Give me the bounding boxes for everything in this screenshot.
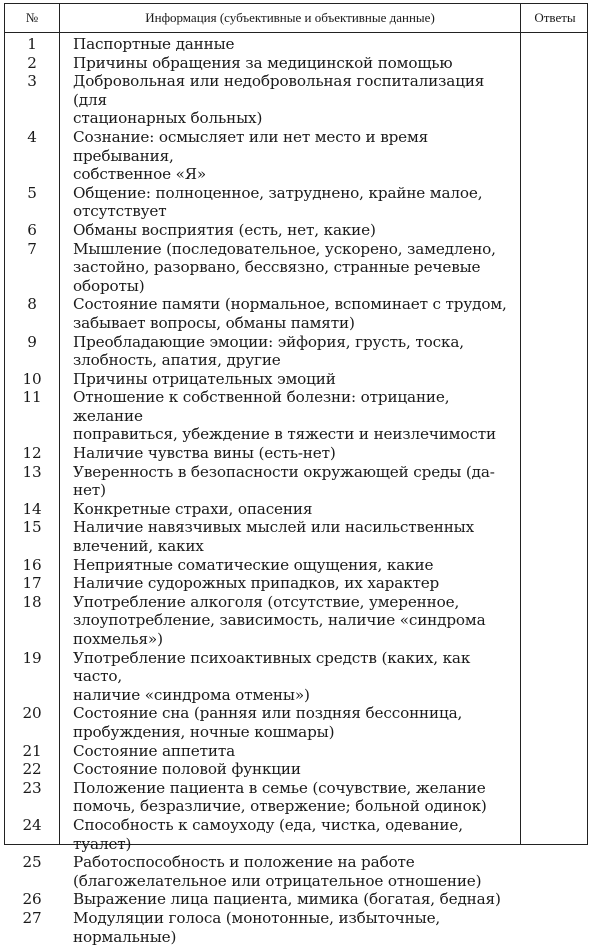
row-number: 11 bbox=[5, 388, 59, 444]
row-text-line: Употребление алкоголя (отсутствие, умеренное, bbox=[73, 593, 518, 612]
row-answer-cell[interactable] bbox=[518, 556, 587, 575]
row-answer-cell[interactable] bbox=[518, 128, 587, 184]
row-number: 27 bbox=[5, 909, 59, 946]
table-row bbox=[5, 704, 587, 741]
row-text-line: злоупотребление, зависимость, наличие «синдрома bbox=[73, 611, 518, 630]
row-number: 21 bbox=[5, 742, 59, 761]
row-number: 13 bbox=[5, 463, 59, 500]
row-text bbox=[59, 518, 518, 555]
row-text-line: Конкретные страхи, опасения bbox=[73, 500, 518, 519]
row-number: 4 bbox=[5, 128, 59, 184]
row-text-line: помочь, безразличие, отвержение; больной одинок) bbox=[73, 797, 518, 816]
row-number: 25 bbox=[5, 853, 59, 890]
row-text bbox=[59, 500, 518, 519]
header-number: № bbox=[5, 10, 59, 26]
row-answer-cell[interactable] bbox=[518, 760, 587, 779]
table-row bbox=[5, 556, 587, 575]
row-text-line: обороты) bbox=[73, 277, 518, 296]
table-row bbox=[5, 909, 587, 946]
row-answer-cell[interactable] bbox=[518, 240, 587, 296]
row-text bbox=[59, 909, 518, 946]
row-text-line: Общение: полноценное, затруднено, крайне малое, bbox=[73, 184, 518, 203]
row-text bbox=[59, 333, 518, 370]
row-text bbox=[59, 54, 518, 73]
row-text-line: пробуждения, ночные кошмары) bbox=[73, 723, 518, 742]
row-text-line: Преобладающие эмоции: эйфория, грусть, тоска, bbox=[73, 333, 518, 352]
row-text-line: стационарных больных) bbox=[73, 109, 518, 128]
row-text bbox=[59, 853, 518, 890]
row-number: 15 bbox=[5, 518, 59, 555]
row-number: 1 bbox=[5, 35, 59, 54]
table-row bbox=[5, 760, 587, 779]
row-text-line: наличие «синдрома отмены») bbox=[73, 686, 518, 705]
row-text-line: застойно, разорвано, бессвязно, странные речевые bbox=[73, 258, 518, 277]
row-answer-cell[interactable] bbox=[518, 388, 587, 444]
row-text-line: Состояние сна (ранняя или поздняя бессонница, bbox=[73, 704, 518, 723]
row-answer-cell[interactable] bbox=[518, 184, 587, 221]
row-number: 24 bbox=[5, 816, 59, 853]
table-row bbox=[5, 500, 587, 519]
row-text bbox=[59, 760, 518, 779]
table-row bbox=[5, 240, 587, 296]
header-answers: Ответы bbox=[521, 10, 589, 26]
row-number: 14 bbox=[5, 500, 59, 519]
row-text-line: Паспортные данные bbox=[73, 35, 518, 54]
row-text-line: отсутствует bbox=[73, 202, 518, 221]
row-text-line: Модуляции голоса (монотонные, избыточные, bbox=[73, 909, 518, 928]
header-information: Информация (субъективные и объективные данные) bbox=[60, 10, 520, 26]
row-number: 22 bbox=[5, 760, 59, 779]
row-text bbox=[59, 128, 518, 184]
row-text-line: Причины обращения за медицинской помощью bbox=[73, 54, 518, 73]
assessment-table bbox=[4, 3, 588, 845]
row-answer-cell[interactable] bbox=[518, 295, 587, 332]
row-answer-cell[interactable] bbox=[518, 574, 587, 593]
row-text-line: Обманы восприятия (есть, нет, какие) bbox=[73, 221, 518, 240]
row-text-line: Мышление (последовательное, ускорено, замедлено, bbox=[73, 240, 518, 259]
row-answer-cell[interactable] bbox=[518, 853, 587, 890]
row-text bbox=[59, 742, 518, 761]
table-row bbox=[5, 574, 587, 593]
row-text-line: Положение пациента в семье (сочувствие, желание bbox=[73, 779, 518, 798]
row-text-line: забывает вопросы, обманы памяти) bbox=[73, 314, 518, 333]
row-number: 6 bbox=[5, 221, 59, 240]
row-number: 16 bbox=[5, 556, 59, 575]
row-text-line: Отношение к собственной болезни: отрицание, желание bbox=[73, 388, 518, 425]
row-text-line: поправиться, убеждение в тяжести и неизлечимости bbox=[73, 425, 518, 444]
row-text-line: Неприятные соматические ощущения, какие bbox=[73, 556, 518, 575]
table-row bbox=[5, 333, 587, 370]
table-row bbox=[5, 370, 587, 389]
row-text bbox=[59, 463, 518, 500]
row-text-line: Состояние половой функции bbox=[73, 760, 518, 779]
row-text-line: (благожелательное или отрицательное отношение) bbox=[73, 872, 518, 891]
row-answer-cell[interactable] bbox=[518, 463, 587, 500]
row-answer-cell[interactable] bbox=[518, 890, 587, 909]
row-text-line: Состояние аппетита bbox=[73, 742, 518, 761]
row-text bbox=[59, 444, 518, 463]
row-number: 7 bbox=[5, 240, 59, 296]
row-text bbox=[59, 704, 518, 741]
row-number: 9 bbox=[5, 333, 59, 370]
row-answer-cell[interactable] bbox=[518, 909, 587, 946]
table-row bbox=[5, 444, 587, 463]
table-row bbox=[5, 518, 587, 555]
row-number: 3 bbox=[5, 72, 59, 128]
table-row bbox=[5, 742, 587, 761]
row-text bbox=[59, 593, 518, 649]
row-text-line: Наличие навязчивых мыслей или насильственных bbox=[73, 518, 518, 537]
row-text-line: Способность к самоуходу (еда, чистка, одевание, туалет) bbox=[73, 816, 518, 853]
table-row bbox=[5, 54, 587, 73]
table-body bbox=[5, 35, 587, 946]
row-answer-cell[interactable] bbox=[518, 54, 587, 73]
table-row bbox=[5, 593, 587, 649]
row-text-line: Работоспособность и положение на работе bbox=[73, 853, 518, 872]
row-answer-cell[interactable] bbox=[518, 444, 587, 463]
row-text bbox=[59, 240, 518, 296]
row-answer-cell[interactable] bbox=[518, 742, 587, 761]
row-answer-cell[interactable] bbox=[518, 704, 587, 741]
row-text-line: Уверенность в безопасности окружающей среды (да-нет) bbox=[73, 463, 518, 500]
table-header bbox=[5, 4, 587, 33]
row-answer-cell[interactable] bbox=[518, 221, 587, 240]
row-answer-cell[interactable] bbox=[518, 72, 587, 128]
table-row bbox=[5, 649, 587, 705]
row-answer-cell[interactable] bbox=[518, 370, 587, 389]
row-text-line: влечений, каких bbox=[73, 537, 518, 556]
row-text bbox=[59, 649, 518, 705]
row-answer-cell[interactable] bbox=[518, 779, 587, 816]
row-text-line: Наличие судорожных припадков, их характер bbox=[73, 574, 518, 593]
table-row bbox=[5, 779, 587, 816]
row-text-line: Наличие чувства вины (есть-нет) bbox=[73, 444, 518, 463]
row-text-line: похмелья») bbox=[73, 630, 518, 649]
row-number: 23 bbox=[5, 779, 59, 816]
row-text-line: Выражение лица пациента, мимика (богатая, бедная) bbox=[73, 890, 518, 909]
row-text bbox=[59, 890, 518, 909]
row-text bbox=[59, 35, 518, 54]
row-number: 19 bbox=[5, 649, 59, 705]
table-row bbox=[5, 388, 587, 444]
table-row bbox=[5, 890, 587, 909]
row-number: 2 bbox=[5, 54, 59, 73]
row-number: 8 bbox=[5, 295, 59, 332]
row-number: 17 bbox=[5, 574, 59, 593]
table-row bbox=[5, 295, 587, 332]
row-number: 26 bbox=[5, 890, 59, 909]
table-row bbox=[5, 72, 587, 128]
row-answer-cell[interactable] bbox=[518, 35, 587, 54]
row-answer-cell[interactable] bbox=[518, 649, 587, 705]
row-number: 10 bbox=[5, 370, 59, 389]
table-row bbox=[5, 463, 587, 500]
row-text-line: собственное «Я» bbox=[73, 165, 518, 184]
row-text bbox=[59, 574, 518, 593]
row-answer-cell[interactable] bbox=[518, 500, 587, 519]
row-text bbox=[59, 556, 518, 575]
row-number: 12 bbox=[5, 444, 59, 463]
table-row bbox=[5, 128, 587, 184]
row-text-line: Добровольная или недобровольная госпитализация (для bbox=[73, 72, 518, 109]
row-text bbox=[59, 388, 518, 444]
row-text bbox=[59, 184, 518, 221]
row-text bbox=[59, 295, 518, 332]
row-number: 18 bbox=[5, 593, 59, 649]
row-text bbox=[59, 779, 518, 816]
row-text bbox=[59, 72, 518, 128]
table-row bbox=[5, 853, 587, 890]
row-text-line: Сознание: осмысляет или нет место и время пребывания, bbox=[73, 128, 518, 165]
row-text bbox=[59, 370, 518, 389]
table-row bbox=[5, 184, 587, 221]
row-text-line: злобность, апатия, другие bbox=[73, 351, 518, 370]
row-number: 20 bbox=[5, 704, 59, 741]
table-row bbox=[5, 35, 587, 54]
row-text-line: Состояние памяти (нормальное, вспоминает с трудом, bbox=[73, 295, 518, 314]
row-text-line: Употребление психоактивных средств (каких, как часто, bbox=[73, 649, 518, 686]
row-text-line: Причины отрицательных эмоций bbox=[73, 370, 518, 389]
row-text-line: нормальные) bbox=[73, 928, 518, 946]
row-number: 5 bbox=[5, 184, 59, 221]
row-answer-cell[interactable] bbox=[518, 518, 587, 555]
row-answer-cell[interactable] bbox=[518, 333, 587, 370]
row-text bbox=[59, 221, 518, 240]
table-row bbox=[5, 221, 587, 240]
row-answer-cell[interactable] bbox=[518, 593, 587, 649]
